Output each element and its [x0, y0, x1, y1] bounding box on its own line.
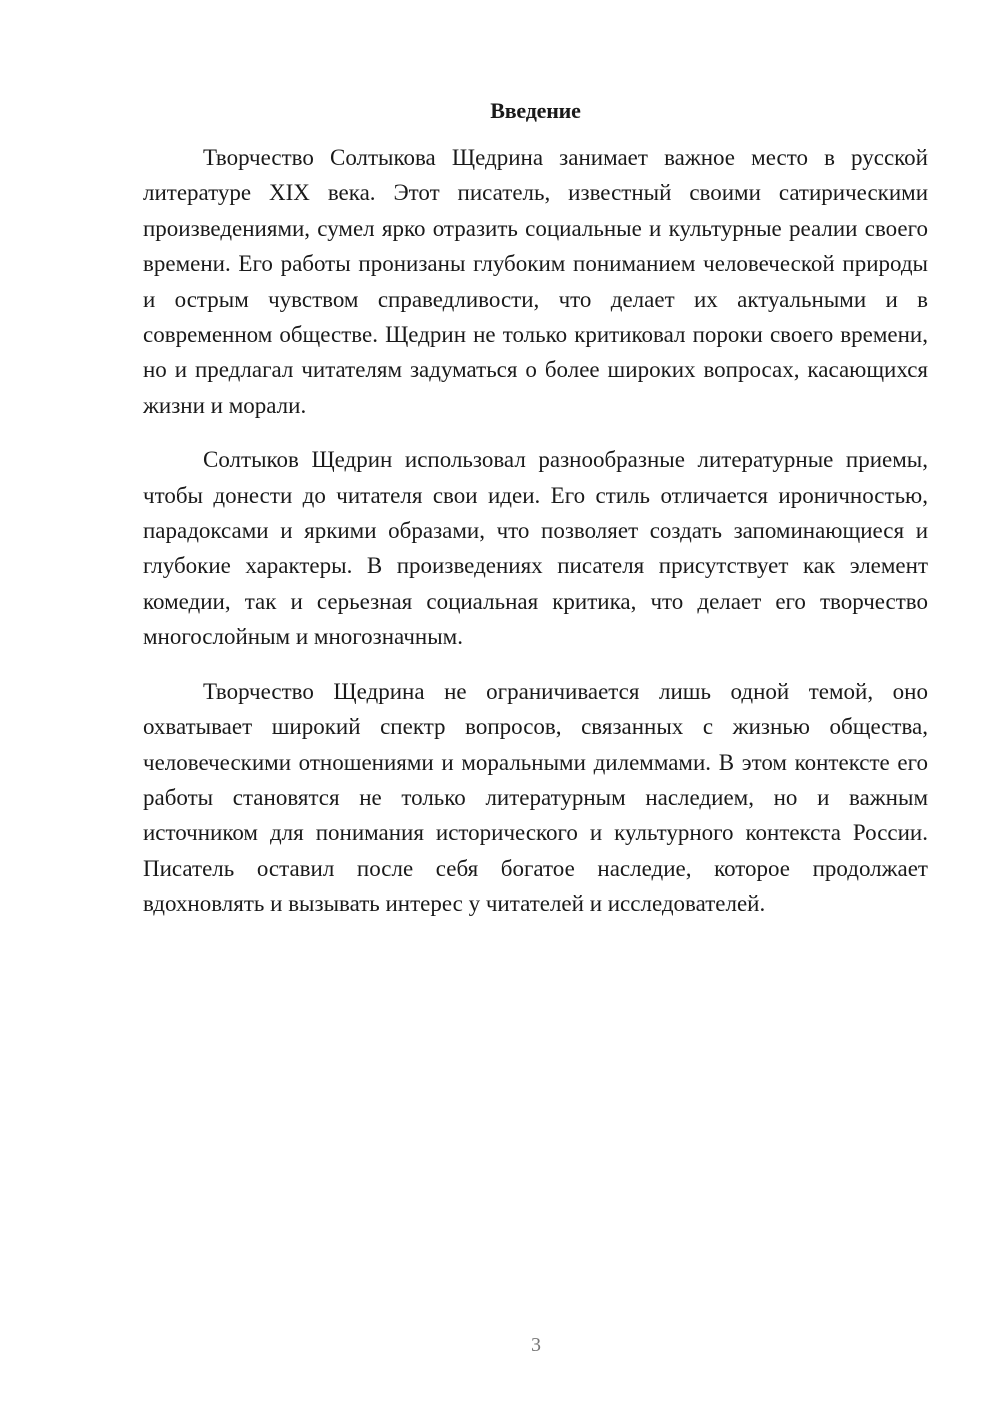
paragraph-1: Творчество Солтыкова Щедрина занимает важное место в русской литературе XIX века. Этот писатель, известный своими сатирическими произведениями, сумел ярко отразить социальные и культурные реалии своего времени. Его работы пронизаны глубоким пониманием человеческой природы и острым чувством справедливости, что делает их актуальными и в современном обществе. Щедрин не только критиковал пороки своего времени, но и предлагал читателям задуматься о более широких вопросах, касающихся жизни и морали.	[143, 145, 928, 418]
page-number: 3	[531, 1334, 541, 1356]
paragraph-2: Солтыков Щедрин использовал разнообразные литературные приемы, чтобы донести до читателя свои идеи. Его стиль отличается ироничностью, парадоксами и яркими образами, что позволяет создать запоминающиеся и глубокие характеры. В произведениях писателя присутствует как элемент комедии, так и серьезная социальная критика, что делает его творчество многослойным и многозначным.	[143, 447, 928, 650]
paragraph-3: Творчество Щедрина не ограничивается лишь одной темой, оно охватывает широкий спектр вопросов, связанных с жизнью общества, человеческими отношениями и моральными дилеммами. В этом контексте его работы становятся не только литературным наследием, но и важным источником для понимания исторического и культурного контекста России. Писатель оставил после себя богатое наследие, которое продолжает вдохновлять и вызывать интерес у читателей и исследователей.	[143, 678, 928, 917]
page-content	[143, 96, 928, 941]
section-heading: Введение	[490, 98, 581, 123]
